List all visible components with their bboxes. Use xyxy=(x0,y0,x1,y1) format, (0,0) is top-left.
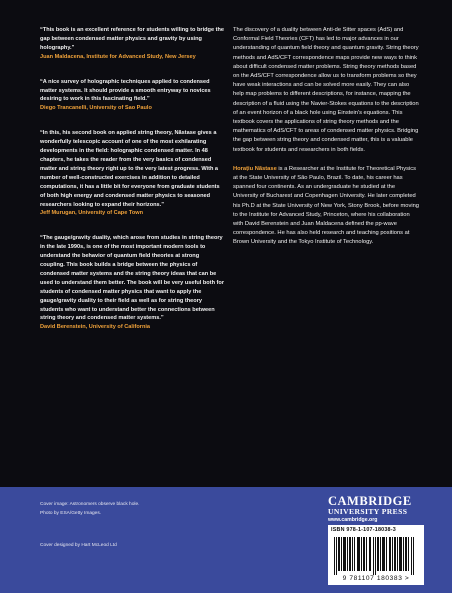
ean-digits: 9 781107 180383 > xyxy=(342,575,410,582)
cover-image-credit: Cover image: Astronomers observe black hole. xyxy=(40,502,140,507)
publisher-url: www.cambridge.org xyxy=(328,517,378,523)
barcode-icon xyxy=(334,537,418,575)
footer-band xyxy=(0,487,452,593)
author-bio-paragraph xyxy=(233,165,419,248)
photo-credit: Photo by ESA/Getty Images. xyxy=(40,511,102,516)
endorsement-quote: “The gauge/gravity duality, which arose from studies in string theory in the late 1990s, is one of the most important modern tools to understand the behavior of quantum field theories at strong coupling. This book builds a bridge between the physics of condensed matter systems and the string theory ideas that can be used to understand them better. The book will be very useful both for students of condensed matter physics that want to apply the gauge/gravity duality to their field as well as for string theory students who want to understand better the connections between string theory and condensed matter systems.” xyxy=(40,235,224,322)
isbn-label: ISBN 978-1-107-18038-3 xyxy=(331,527,396,533)
endorsement-4 xyxy=(40,234,225,332)
endorsement-2 xyxy=(40,78,225,114)
author-bio: is a Researcher at the Institute for Theoretical Physics at the State University of São Paulo, Brazil. To date, his career has spanned four continents. As an undergraduate he studied at the University of Bucharest and Copenhagen University. He later completed his Ph.D at the State University of New York, Stony Brook, before moving to the Institute for Advanced Study, Princeton, where his collaboration with David Berenstein and Juan Maldacena defined the pp-wave correspondence. He has also held research and teaching positions at Brown University and the Tokyo Institute of Technology. xyxy=(233,165,420,246)
endorsement-1 xyxy=(40,26,225,62)
author-name: Horațiu Năstase xyxy=(233,165,277,172)
endorsement-attribution: Diego Trancanelli, University of Sao Paulo xyxy=(40,105,152,112)
publisher-name: CAMBRIDGE xyxy=(328,494,412,508)
endorsement-quote: “A nice survey of holographic techniques applied to condensed matter systems. It should provide a smooth entryway to novices desiring to work in this fascinating field.” xyxy=(40,78,211,103)
endorsement-quote: “In this, his second book on applied string theory, Năstase gives a wonderfully telescopic account of one of the most exhilarating developments in the field: holographic condensed matter. In 48 chapters, he takes the reader from the very basics of condensed matter and string theory right up to the very latest progress. With a number of well-constructed exercises in addition to detailed computations, it has a little bit for everyone from graduate students of both high energy and condensed matter physics to seasoned researchers looking to expand their horizons.” xyxy=(40,130,220,208)
description-column xyxy=(233,26,419,258)
publisher-subtitle: UNIVERSITY PRESS xyxy=(328,507,408,516)
endorsement-attribution: Jeff Murugan, University of Cape Town xyxy=(40,210,144,217)
designer-credit: Cover designed by Hart McLeod Ltd xyxy=(40,543,117,548)
endorsement-3 xyxy=(40,129,225,218)
book-description: The discovery of a duality between Anti-de Sitter spaces (AdS) and Conformal Field Theories (CFT) has led to major advances in our understanding of quantum field theory and quantum gravity. String theory methods and AdS/CFT correspondence maps provide new ways to think about difficult condensed matter problems. String theory methods based on the AdS/CFT correspondence allow us to transform problems so they have weak interactions and can be solved more easily. They can also help map problems to different descriptions, for instance, mapping the description of a fluid using the Navier-Stokes equations to the description of an event horizon of a black hole using Einstein's equations. This textbook covers the applications of string theory methods and the mathematics of AdS/CFT to areas of condensed matter physics. Bridging the gap between string theory and condensed matter, this is a valuable textbook for students and researchers in both fields. xyxy=(233,27,419,153)
endorsements-column xyxy=(40,26,225,348)
publisher-logo xyxy=(328,495,424,523)
endorsement-quote: “This book is an excellent reference for students willing to bridge the gap between condensed matter physics and gravity by using holography.” xyxy=(40,27,225,51)
endorsement-attribution: David Berenstein, University of California xyxy=(40,324,151,331)
endorsement-attribution: Juan Maldacena, Institute for Advanced Study, New Jersey xyxy=(40,53,196,60)
barcode-panel xyxy=(328,525,424,585)
